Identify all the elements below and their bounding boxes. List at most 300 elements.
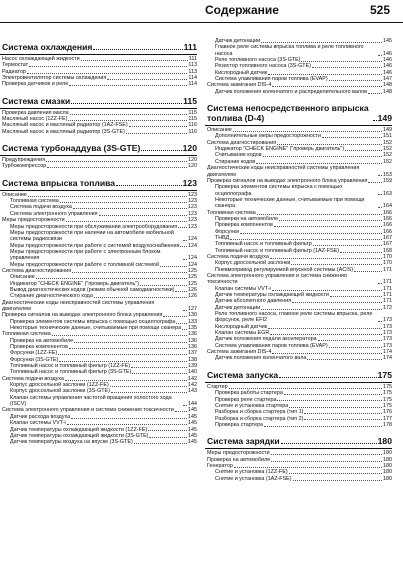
page-ref: 123 (182, 177, 197, 188)
dot-leader (234, 467, 382, 468)
entry-title: Датчик температуры охлаждающей жидкости (1ZZ-FE) (10, 426, 148, 433)
page-ref: 116 (188, 122, 197, 129)
page-ref: 173 (383, 336, 392, 343)
page-ref: 111 (183, 42, 197, 52)
page-ref: 159 (383, 177, 392, 184)
page-ref: 170 (383, 253, 392, 260)
entry-title: Проверка сигналов на выводах электронного блока управления (207, 177, 368, 184)
section-heading (205, 370, 392, 380)
page-ref: 174 (383, 355, 392, 362)
entry-title: Система подачи воздуха (2, 375, 64, 382)
page-ref: 146 (383, 57, 392, 64)
page-ref: 152 (383, 139, 392, 146)
entry-title: Корпус дроссельной заслонки (3S-GTE) (10, 388, 110, 395)
dot-leader (183, 310, 187, 311)
dot-leader (261, 42, 382, 43)
section-title: Система турбонаддува (3S-GTE) (2, 143, 141, 154)
entry-title: Топливный насос и топливный фильтр (1AZ-FSE) (215, 247, 340, 254)
dot-leader (256, 163, 382, 164)
page-ref: 166 (383, 215, 392, 222)
page-ref: 145 (188, 432, 197, 439)
entry-title: Топливный насос и топливный фильтр (3S-GTE) (10, 369, 132, 376)
page-ref: 125 (188, 274, 197, 281)
entry-title: Меры предосторожности при работе с топливной системой (10, 261, 159, 268)
dot-leader (279, 220, 382, 221)
dot-leader (279, 377, 377, 378)
section-rule (0, 190, 197, 191)
page-ref: 175 (383, 402, 392, 409)
entry-title: Датчик температуры охлаждающей жидкости (215, 292, 329, 299)
page-ref: 149 (383, 127, 392, 134)
page-ref: 146 (383, 63, 392, 70)
dot-leader (160, 266, 187, 267)
page-ref: 148 (383, 82, 392, 89)
entry-title: Проверка компонентов (10, 344, 68, 351)
entry-title: Проверка элементов системы впрыска с помощью осциллографа (10, 318, 176, 325)
page-ref: 152 (383, 152, 392, 159)
entry-title: Дополнительные меры предосторожности (215, 133, 321, 140)
dot-leader (229, 388, 382, 389)
dot-leader (307, 359, 382, 360)
page-header (0, 0, 403, 23)
entry-title: Проверка на автомобиле (10, 337, 74, 344)
dot-leader (271, 454, 382, 455)
entry-title: Считывание кодов (215, 152, 262, 159)
dot-leader (322, 137, 382, 138)
section-rule (205, 125, 392, 126)
entry-title: Термостат (2, 62, 29, 69)
entry-title: Электровентилятор системы охлаждения (2, 75, 107, 82)
dot-leader (93, 49, 182, 50)
entry-title: Система электронного управления и система снижения токсичности (207, 273, 347, 286)
entry-title: Описание (10, 274, 35, 281)
dot-leader (233, 131, 382, 132)
entry-title: Датчик температуры охлаждающей жидкости (3S-GTE) (10, 432, 149, 439)
entry-title: Система подачи воздуха (207, 253, 269, 260)
page-ref: 168 (383, 247, 392, 254)
dot-leader (132, 373, 187, 374)
section-rule (0, 108, 197, 109)
dot-leader (110, 386, 187, 387)
dot-leader (111, 392, 187, 393)
dot-leader (73, 208, 187, 209)
entry-title: Меры предосторожности при наличии на автомобиле мобильной системы радиосвязи (10, 229, 174, 243)
page-ref: 130 (188, 312, 197, 319)
page-ref: 171 (383, 279, 392, 286)
dot-leader (378, 207, 382, 208)
page-ref: 151 (383, 133, 392, 140)
page-ref: 145 (188, 413, 197, 420)
page-ref: 164 (383, 203, 392, 210)
page-ref: 113 (188, 68, 197, 75)
entry-title: Система зажигания DIS-4 (207, 82, 272, 89)
entry-title: Топливная система (207, 209, 256, 216)
dot-leader (345, 150, 382, 151)
entry-title: Стартер (207, 383, 228, 390)
section-heading (0, 96, 197, 106)
entry-title: Меры предосторожности при работе с электронным блоком управления (10, 248, 161, 262)
entry-title: Главное реле системы впрыска топлива и реле топливного насоса (215, 44, 364, 57)
dot-leader (107, 79, 187, 80)
page-ref: 139 (188, 363, 197, 370)
dot-leader (129, 126, 188, 127)
entry-title: Разборка и сборка стартера (тип 1) (215, 409, 304, 416)
dot-leader (291, 264, 382, 265)
page-ref: 145 (188, 439, 197, 446)
dot-leader (148, 430, 187, 431)
entry-title: Система диагностирования (2, 267, 72, 274)
entry-title: Датчик положения коленчатого вала (215, 355, 307, 362)
toc-entry (205, 197, 392, 210)
toc-entry (205, 476, 392, 482)
page-ref: 123 (188, 191, 197, 198)
entry-title: Разборка и сборка стартера (тип 2) (215, 415, 304, 422)
section-title: Система впрыска топлива (2, 177, 116, 188)
entry-title: Проверки на автомобиле (215, 215, 279, 222)
entry-title: Проверка на автомобиле (207, 456, 271, 463)
page-ref: 177 (383, 415, 392, 422)
section-rule (205, 448, 392, 449)
section-gap (205, 428, 392, 432)
entry-title: Предупреждения (2, 157, 46, 164)
toc-entry (0, 249, 197, 262)
entry-title: Реле топливного насоса, главное реле системы впрыска, реле форсунок, реле EFI2 (215, 311, 373, 324)
page-ref: 125 (188, 267, 197, 274)
entry-title: Система подачи воздуха (10, 204, 72, 211)
section-title: Система запуска (207, 369, 279, 380)
entry-title: Диагностические коды неисправностей системы управления двигателем (2, 299, 155, 312)
section-heading (0, 42, 197, 52)
dot-leader (178, 227, 187, 228)
dot-leader (368, 182, 382, 183)
page-ref: 172 (383, 304, 392, 311)
toc-entry (205, 165, 392, 178)
entry-title: Топливный насос и топливный фильтр (215, 241, 312, 248)
page-ref: 180 (383, 475, 392, 482)
toc-column-left (0, 38, 197, 446)
page-ref: 145 (383, 38, 392, 44)
page-title: Содержание (205, 3, 279, 17)
dot-leader (270, 258, 382, 259)
page-ref: 126 (188, 286, 197, 293)
entry-title: Система улавливания паров топлива (EVAP) (215, 342, 328, 349)
section-title: Система непосредственного впрыска топлива (D-4) (207, 103, 369, 124)
section-title: Система охлаждения (2, 42, 93, 52)
dot-leader (141, 150, 181, 151)
entry-title: Форсунки (1ZZ-FE) (10, 350, 58, 357)
page-ref: 166 (383, 209, 392, 216)
page-ref: 173 (383, 342, 392, 349)
dot-leader (301, 61, 382, 62)
dot-leader (28, 196, 187, 197)
entry-title: Топливный насос и топливный фильтр (1ZZ-FE) (10, 363, 131, 370)
toc-entry (0, 395, 197, 408)
page-ref: 126 (188, 293, 197, 300)
page-ref: 136 (188, 331, 197, 338)
dot-leader (131, 367, 187, 368)
page-ref: 166 (383, 222, 392, 229)
page-ref: 140 (188, 369, 197, 376)
entry-title: Топливная система (10, 198, 59, 205)
toc-entry (0, 439, 197, 445)
section-gap (205, 362, 392, 366)
page-ref: 115 (183, 95, 197, 106)
page-ref: 178 (383, 421, 392, 428)
page-ref: 147 (383, 76, 392, 83)
page-ref: 120 (182, 143, 197, 154)
page-ref: 149 (377, 113, 392, 124)
dot-leader (182, 329, 187, 330)
dot-leader (180, 246, 187, 247)
section-gap (0, 135, 197, 139)
dot-leader (272, 290, 382, 291)
entry-title: Некоторые технические данные, считываемые при помощи сканера (10, 325, 182, 331)
page-ref: 123 (188, 223, 197, 230)
dot-leader (71, 103, 182, 104)
page-ref: 142 (188, 382, 197, 389)
dot-leader (68, 120, 187, 121)
page-ref: 146 (383, 50, 392, 57)
page-ref: 143 (188, 388, 197, 395)
page-ref: 145 (188, 407, 197, 414)
dot-leader (149, 437, 187, 438)
page-ref: 152 (383, 158, 392, 165)
entry-title: Корпус дроссельной заслонки (1ZZ-FE) (10, 382, 109, 389)
page-ref: 135 (188, 325, 197, 331)
page-ref: 137 (188, 350, 197, 357)
dot-leader (47, 167, 187, 168)
entry-title: Клапан системы VVT-i (10, 420, 66, 427)
dot-leader (46, 161, 187, 162)
dot-leader (292, 302, 382, 303)
dot-leader (268, 328, 382, 329)
entry-title: Датчик детонации (215, 304, 261, 311)
section-heading (0, 143, 197, 153)
page-ref: 116 (188, 128, 197, 135)
page-ref: 175 (383, 396, 392, 403)
entry-title: Снятие и установка стартера (215, 402, 289, 409)
dot-leader (304, 419, 382, 420)
dot-leader (330, 296, 382, 297)
dot-leader (94, 297, 187, 298)
dot-leader (163, 316, 187, 317)
dot-leader (81, 60, 188, 61)
dot-leader (261, 309, 382, 310)
dot-leader (304, 413, 382, 414)
page-ref: 180 (383, 469, 392, 476)
entry-title: Клапан системы VVT-i (215, 285, 271, 292)
dot-leader (99, 215, 187, 216)
dot-leader (140, 285, 187, 286)
page-ref: 142 (188, 375, 197, 382)
dot-leader (175, 411, 187, 412)
section-heading (205, 103, 392, 123)
section-gap (0, 88, 197, 92)
toc-entry (205, 44, 392, 57)
page-ref: 166 (383, 228, 392, 235)
dot-leader (313, 245, 382, 246)
dot-leader (354, 271, 382, 272)
page-ref: 170 (383, 260, 392, 267)
section-heading (205, 436, 392, 446)
entry-title: Меры предосторожности (2, 217, 65, 224)
page-ref: 167 (383, 241, 392, 248)
page-ref: 124 (188, 242, 197, 249)
page-ref: 173 (383, 323, 392, 330)
dot-leader (66, 221, 187, 222)
entry-title: Насос охлаждающей жидкости (2, 56, 80, 62)
entry-title: Стирание диагностического кода (10, 293, 93, 300)
entry-title: Меры предосторожности при обслуживании электрооборудования (10, 223, 178, 230)
dot-leader (284, 394, 382, 395)
entry-title: Система зажигания DIS-4 (207, 349, 272, 356)
page-ref: 115 (188, 116, 197, 123)
entry-title: ТНВД (215, 234, 230, 241)
dot-leader (240, 233, 382, 234)
entry-title: Датчик температуры воздуха на впуске (3S-GTE) (10, 439, 133, 446)
entry-title: Индикатор "CHECK ENGINE" ("проверь двигатель") (215, 146, 344, 153)
page-ref: 124 (188, 255, 197, 262)
page-ref: 120 (188, 163, 197, 170)
dot-leader (277, 400, 382, 401)
page-ref: 127 (188, 305, 197, 312)
entry-title: Система улавливания паров топлива (EVAP) (215, 76, 328, 83)
page-ref: 136 (188, 337, 197, 344)
entry-title: Генератор (207, 462, 233, 469)
toc-entry (205, 184, 392, 197)
page-ref: 173 (383, 317, 392, 324)
dot-leader (69, 85, 187, 86)
page-ref: 152 (383, 146, 392, 153)
dot-leader (58, 354, 187, 355)
entry-title: Система электронного управления (10, 210, 98, 217)
entry-title: Масляный насос (1ZZ-FE) (2, 116, 68, 123)
entry-title: Проверка датчиков и реле (2, 81, 69, 88)
dot-leader (176, 323, 187, 324)
dot-leader (378, 321, 382, 322)
page-ref: 120 (188, 157, 197, 164)
entry-title: Корпус дроссельной заслонки (215, 260, 291, 267)
entry-title: Датчик положения коленчатого и распределительного валов (215, 88, 367, 95)
dot-leader (270, 334, 382, 335)
dot-leader (272, 86, 382, 87)
entry-title: Датчик детонации (215, 38, 261, 44)
entry-title: Меры предосторожности при работе с системой воздухоснабжения (10, 242, 180, 249)
entry-title: Снятие и установка (1AZ-FSE) (215, 475, 292, 482)
dot-leader (268, 74, 382, 75)
page-ref: 125 (188, 280, 197, 287)
entry-title: Датчик абсолютного давления (215, 298, 292, 305)
dot-leader (368, 93, 382, 94)
page-ref: 171 (383, 266, 392, 273)
dot-leader (274, 226, 382, 227)
page-ref: 111 (188, 56, 197, 62)
entry-title: Топливная система (2, 331, 51, 338)
entry-title: Стирание кодов (215, 158, 256, 165)
dot-leader (378, 194, 382, 195)
page-ref: 133 (188, 318, 197, 325)
entry-title: Масляный насос и масляный радиатор (3S-GTE) (2, 128, 125, 135)
page-ref: 146 (383, 69, 392, 76)
dot-leader (126, 133, 187, 134)
page-ref: 123 (188, 217, 197, 224)
dot-leader (36, 278, 187, 279)
section-title: Система смазки (2, 95, 71, 106)
section-title: Система зарядки (207, 436, 280, 447)
entry-title: Форсунки (215, 228, 239, 235)
entry-title: Кислородный датчик (215, 323, 268, 330)
page-ref: 144 (188, 401, 197, 408)
page-ref: 145 (188, 426, 197, 433)
page-ref: 153 (383, 171, 392, 178)
dot-leader (318, 340, 382, 341)
dot-leader (27, 73, 188, 74)
section-gap (205, 95, 392, 99)
entry-title: Масляный насос и масляный радиатор (1AZ-FSE) (2, 122, 128, 129)
dot-leader (29, 66, 187, 67)
entry-title: Описание (2, 191, 27, 198)
entry-title: Турбокомпрессор (2, 163, 47, 170)
page-ref: 123 (188, 198, 197, 205)
entry-title: Система электронного управления и система снижения токсичности (2, 407, 174, 414)
toc-column-right (205, 38, 392, 482)
dot-leader (59, 361, 187, 362)
toc-entry (0, 300, 197, 313)
dot-leader (67, 424, 187, 425)
entry-title: Реле топливного насоса (3S-GTE) (215, 57, 301, 64)
section-rule (0, 54, 197, 55)
dot-leader (272, 353, 382, 354)
entry-title: Проверка реле стартера (215, 396, 277, 403)
dot-leader (340, 252, 382, 253)
entry-title: Проверка элементов системы впрыска с помощью осциллографа (215, 184, 343, 197)
page-ref: 163 (383, 190, 392, 197)
dot-leader (60, 202, 187, 203)
page-ref: 145 (188, 420, 197, 427)
entry-title: Диагностические коды неисправностей системы управления двигателем (207, 165, 360, 178)
entry-title: Пневмопривод регулируемой впускной системы (ACIS) (215, 266, 354, 273)
entry-title: Описание (207, 127, 232, 134)
entry-title: Индикатор "CHECK ENGINE" ("проверь двигатель") (10, 280, 139, 287)
dot-leader (264, 426, 382, 427)
dot-leader (72, 272, 187, 273)
page-ref: 180 (383, 462, 392, 469)
page-ref: 114 (188, 75, 197, 82)
page-ref: 115 (188, 109, 197, 116)
dot-leader (378, 175, 382, 176)
dot-leader (378, 55, 382, 56)
entry-title: Кислородный датчик (215, 69, 268, 76)
page-ref: 175 (383, 390, 392, 397)
dot-leader (70, 114, 188, 115)
toc-entry (205, 273, 392, 286)
dot-leader (263, 156, 382, 157)
dot-leader (69, 348, 187, 349)
entry-title: Датчик расхода воздуха (10, 413, 71, 420)
page-ref: 176 (383, 409, 392, 416)
entry-title: Клапан системы EGR (215, 330, 270, 337)
dot-leader (230, 239, 382, 240)
dot-leader (183, 240, 187, 241)
dot-leader (378, 283, 382, 284)
page-ref: 175 (383, 383, 392, 390)
page-ref: 113 (188, 62, 197, 69)
dot-leader (71, 418, 187, 419)
dot-leader (277, 144, 382, 145)
page-ref: 180 (383, 450, 392, 457)
page-ref: 124 (188, 236, 197, 243)
entry-title: Проверка стартера (215, 421, 264, 428)
